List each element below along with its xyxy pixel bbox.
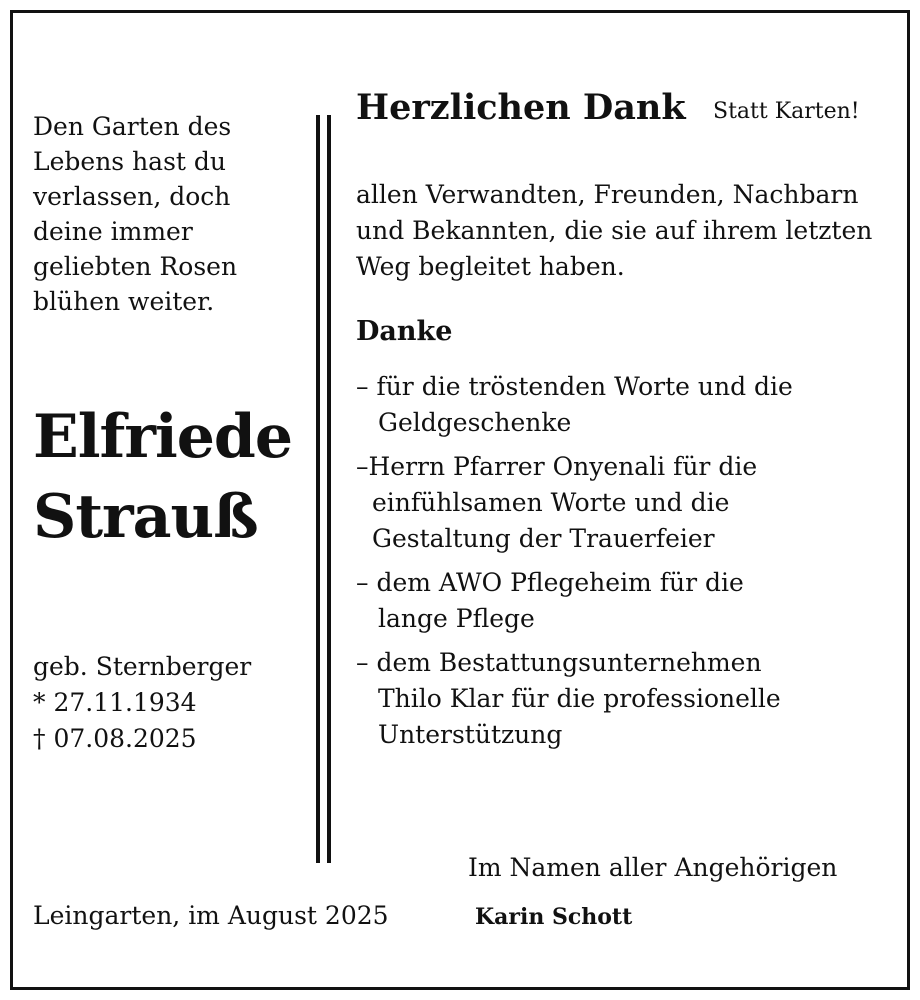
list-item-line: Thilo Klar für die professionelle (378, 684, 781, 713)
obituary-notice (10, 10, 910, 990)
list-item (356, 369, 793, 441)
list-item (356, 645, 793, 753)
signature-name: Karin Schott (475, 904, 633, 930)
death-date: † 07.08.2025 (33, 724, 197, 753)
poem-line: verlassen, doch (33, 182, 231, 211)
first-name: Elfriede (33, 402, 293, 472)
intro-line: allen Verwandten, Freunden, Nachbarn (356, 180, 859, 209)
list-item-line: – dem AWO Pflegeheim für die (356, 568, 744, 597)
list-item-line: Unterstützung (378, 720, 563, 749)
thanks-heading: Herzlichen Dank (356, 87, 686, 128)
list-item-line: –Herrn Pfarrer Onyenali für die (356, 452, 758, 481)
divider-line (316, 115, 320, 863)
list-item-line: – für die tröstenden Worte und die (356, 372, 793, 401)
birth-date: * 27.11.1934 (33, 688, 197, 717)
poem (33, 109, 237, 319)
on-behalf-line: Im Namen aller Angehörigen (468, 853, 838, 882)
intro-line: und Bekannten, die sie auf ihrem letzten (356, 216, 873, 245)
divider-line (327, 115, 331, 863)
list-item-line: Geldgeschenke (378, 408, 572, 437)
place-date: Leingarten, im August 2025 (33, 901, 389, 930)
maiden-name: geb. Sternberger (33, 652, 252, 681)
poem-line: geliebten Rosen (33, 252, 238, 281)
deceased-name (33, 397, 292, 557)
last-name: Strauß (33, 482, 258, 552)
list-item (356, 565, 793, 637)
list-item-line: einfühlsamen Worte und die (372, 488, 730, 517)
life-dates (33, 649, 251, 757)
poem-line: Den Garten des (33, 112, 232, 141)
intro-line: Weg begleitet haben. (356, 252, 625, 281)
thanks-list (356, 369, 793, 761)
poem-line: deine immer (33, 217, 193, 246)
list-item-line: Gestaltung der Trauerfeier (372, 524, 715, 553)
statt-karten-note: Statt Karten! (713, 99, 860, 124)
list-item-line: – dem Bestattungsunternehmen (356, 648, 762, 677)
list-item (356, 449, 793, 557)
poem-line: Lebens hast du (33, 147, 227, 176)
danke-heading: Danke (356, 316, 453, 347)
thanks-intro (356, 177, 872, 285)
poem-line: blühen weiter. (33, 287, 215, 316)
list-item-line: lange Pflege (378, 604, 535, 633)
